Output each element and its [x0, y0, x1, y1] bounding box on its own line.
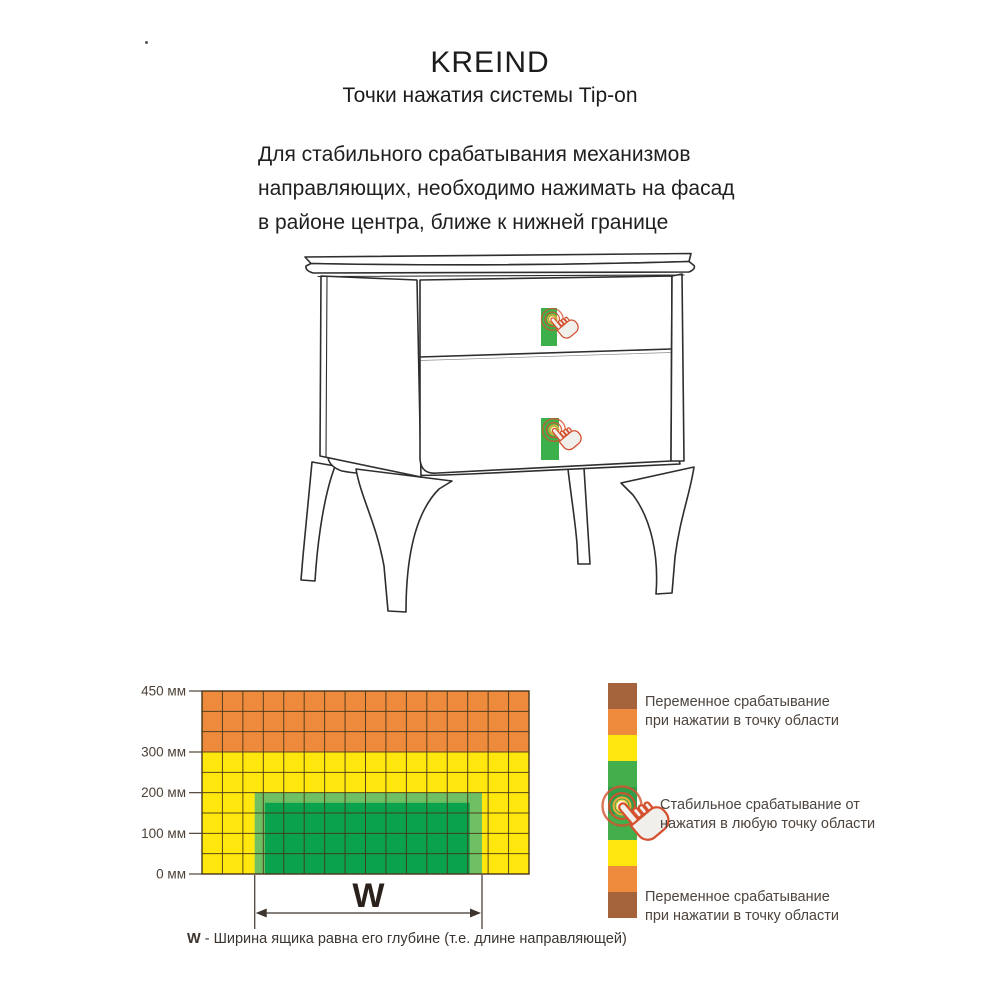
- footnote-w-symbol: W: [187, 931, 201, 947]
- legend-entry-variable-bottom: [645, 888, 839, 926]
- dim-arrowhead-right: [470, 909, 481, 918]
- legend-bar-segment-0: [608, 683, 637, 709]
- leg-back-left: [301, 462, 335, 581]
- nightstand-illustration: [280, 240, 725, 645]
- legend-line: при нажатии в точку области: [645, 713, 839, 729]
- legend-line: Стабильное срабатывание от: [660, 797, 860, 813]
- legend-line: нажатия в любую точку области: [660, 816, 876, 832]
- press-zone-chart: [140, 670, 560, 960]
- legend-bar-segment-2: [608, 735, 637, 761]
- legend-line: при нажатии в точку области: [645, 908, 839, 924]
- tick-label: 300 мм: [141, 744, 186, 760]
- legend-bar-segment-8: [608, 892, 637, 918]
- tick-label: 0 мм: [156, 866, 186, 882]
- zone-stable-response-core: [265, 803, 470, 874]
- width-footnote: [187, 931, 627, 947]
- description-paragraph: [258, 138, 778, 240]
- stray-dot-mark: [145, 41, 148, 44]
- side-panel: [320, 276, 421, 477]
- description-line: Для стабильного срабатывания механизмов: [258, 143, 691, 166]
- leg-front-right: [621, 467, 694, 594]
- legend-bar-segment-1: [608, 709, 637, 735]
- legend-entry-stable: [660, 796, 875, 834]
- page-subtitle: Точки нажатия системы Tip-on: [342, 84, 638, 107]
- description-line: направляющих, необходимо нажимать на фасад: [258, 177, 735, 200]
- tick-label: 450 мм: [141, 683, 186, 699]
- legend-line: Переменное срабатывание: [645, 694, 830, 710]
- leg-back-right: [567, 458, 590, 564]
- right-edge: [671, 274, 684, 461]
- footnote-text: - Ширина ящика равна его глубине (т.е. длине направляющей): [200, 931, 627, 947]
- tick-label: 200 мм: [141, 785, 186, 801]
- description-line: в районе центра, ближе к нижней границе: [258, 211, 669, 234]
- tick-label: 100 мм: [141, 825, 186, 841]
- legend-bar-segment-7: [608, 866, 637, 892]
- legend-entry-variable-top: [645, 693, 839, 731]
- width-dimension-label: W: [352, 877, 385, 915]
- leg-front-left: [356, 469, 452, 612]
- dim-arrowhead-left: [256, 909, 267, 918]
- brand-title: KREIND: [430, 46, 550, 79]
- legend-line: Переменное срабатывание: [645, 889, 830, 905]
